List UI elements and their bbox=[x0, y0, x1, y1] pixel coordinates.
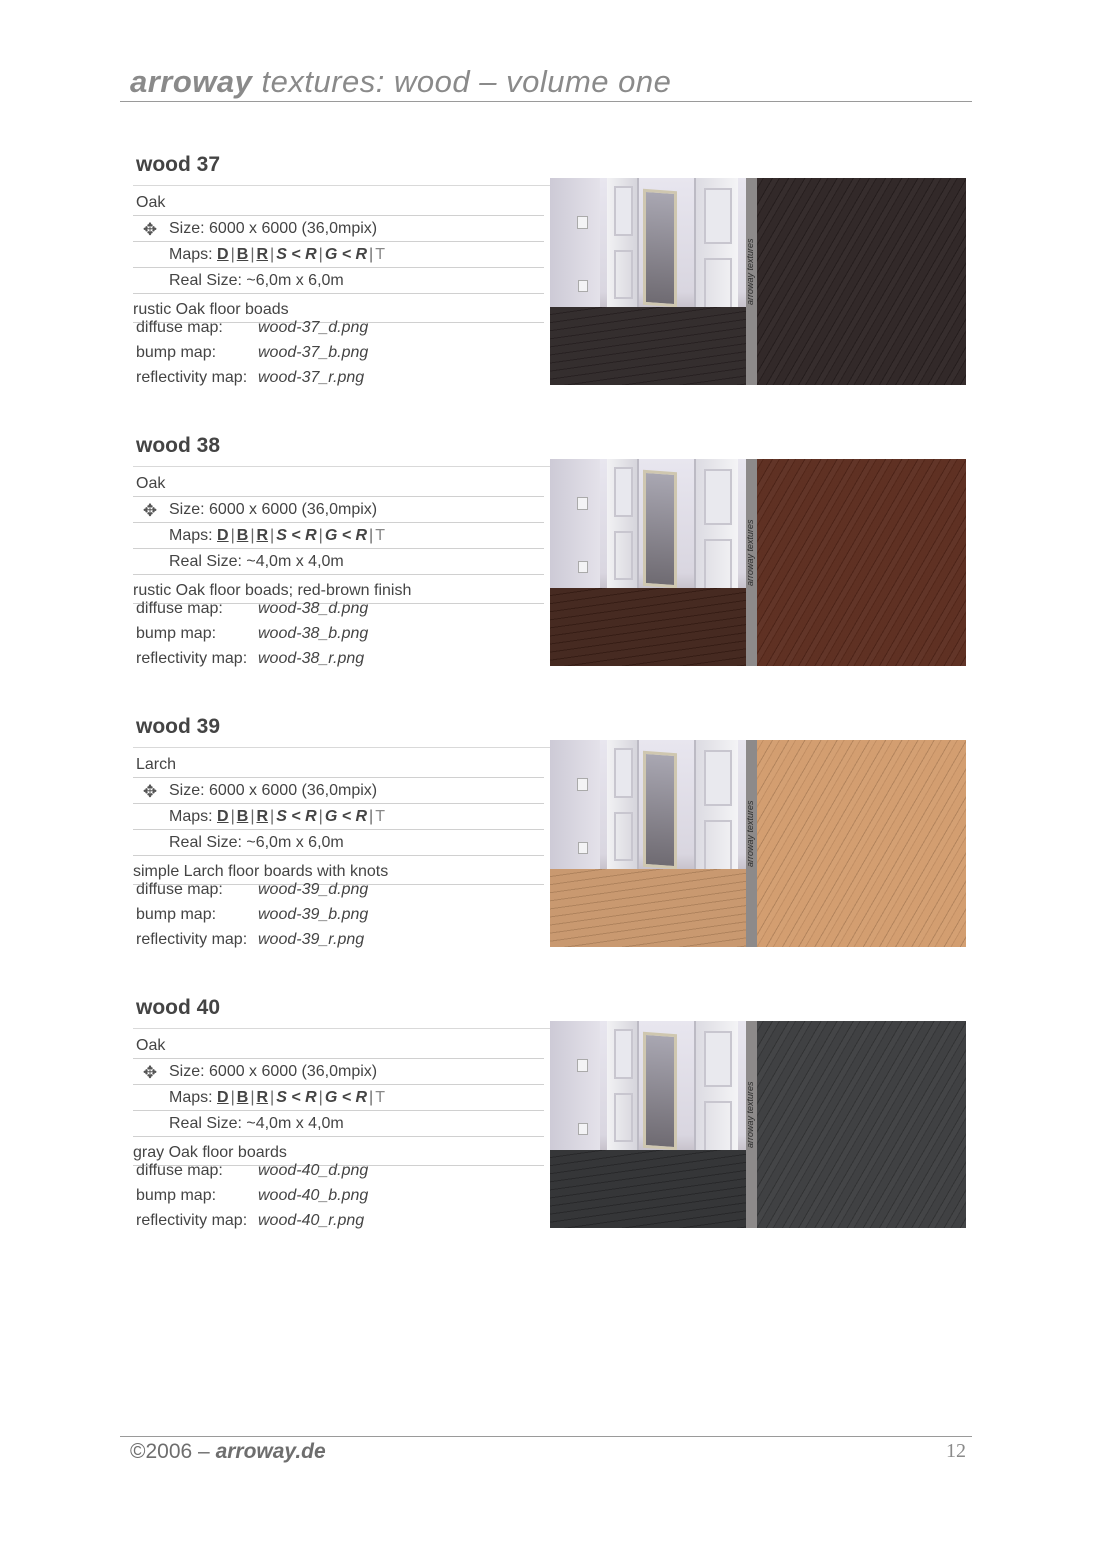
diffuse-file: wood-37_d.png bbox=[258, 319, 369, 336]
room-floor bbox=[550, 307, 757, 385]
description: rustic Oak floor boads bbox=[133, 301, 289, 318]
species-label: Larch bbox=[136, 756, 177, 773]
brand-strip: arroway textures bbox=[746, 178, 757, 385]
size-row bbox=[133, 1059, 544, 1085]
maps-row: Maps: D | B | R | S < R | G < R | T bbox=[133, 523, 544, 549]
diffuse-file: wood-40_d.png bbox=[258, 1162, 369, 1179]
species-row bbox=[133, 190, 547, 216]
species-row bbox=[133, 471, 547, 497]
map-r-link[interactable]: R bbox=[256, 246, 269, 263]
texture-swatch bbox=[757, 740, 966, 947]
header-brand: arroway bbox=[130, 64, 253, 99]
entry-title: wood 38 bbox=[136, 434, 221, 457]
texture-entry: wood 38 Oak ✥ Size: 6000 x 6000 (36,0mpix) Maps: D | B | R | S < R | G < R | T Real Size: ~4,0m x 4,0m rustic Oak floor boads; red-brown finish diffuse map: wood-38_d.png bump map: wood-38_b.png reflectivity map: wood-38_r.png arroway textures bbox=[0, 426, 1100, 696]
texture-preview bbox=[550, 178, 966, 385]
brand-strip: arroway textures bbox=[746, 459, 757, 666]
real-size-row bbox=[133, 549, 544, 575]
map-b-link[interactable]: B bbox=[236, 527, 249, 544]
footer-rule bbox=[120, 1436, 972, 1437]
description: gray Oak floor boards bbox=[133, 1144, 287, 1161]
species-label: Oak bbox=[136, 1037, 166, 1054]
species-row bbox=[133, 1033, 547, 1059]
footer-site-link[interactable]: arroway.de bbox=[215, 1440, 326, 1463]
bump-file: wood-38_b.png bbox=[258, 625, 369, 642]
map-gr-label: G < R bbox=[324, 808, 368, 825]
brand-strip: arroway textures bbox=[746, 740, 757, 947]
maps-row: Maps: D | B | R | S < R | G < R | T bbox=[133, 1085, 544, 1111]
map-b-link[interactable]: B bbox=[236, 246, 249, 263]
real-size-row bbox=[133, 830, 544, 856]
room-floor bbox=[550, 588, 757, 666]
size-row bbox=[133, 497, 544, 523]
description: simple Larch floor boards with knots bbox=[133, 863, 389, 880]
texture-entry: wood 39 Larch ✥ Size: 6000 x 6000 (36,0mpix) Maps: D | B | R | S < R | G < R | T Real Size: ~6,0m x 6,0m simple Larch floor boards with knots diffuse map: wood-39_d.png bump map: wood-39_b.png reflectivity map: wood-39_r.png arroway textures bbox=[0, 707, 1100, 977]
real-size-row bbox=[133, 1111, 544, 1137]
room-floor bbox=[550, 869, 757, 947]
header-rule bbox=[120, 101, 972, 102]
size-row bbox=[133, 778, 544, 804]
description: rustic Oak floor boads; red-brown finish bbox=[133, 582, 412, 599]
texture-swatch bbox=[757, 178, 966, 385]
map-t-label: T bbox=[375, 246, 385, 263]
map-d-link[interactable]: D bbox=[217, 246, 229, 263]
maps-prefix: Maps: bbox=[169, 1089, 213, 1106]
map-gr-label: G < R bbox=[324, 527, 368, 544]
texture-preview bbox=[550, 740, 966, 947]
move-icon: ✥ bbox=[142, 1063, 158, 1082]
move-icon: ✥ bbox=[142, 501, 158, 520]
bump-file: wood-37_b.png bbox=[258, 344, 369, 361]
brand-strip: arroway textures bbox=[746, 1021, 757, 1228]
diffuse-file: wood-38_d.png bbox=[258, 600, 369, 617]
room-render bbox=[550, 1021, 757, 1228]
map-d-link[interactable]: D bbox=[217, 527, 229, 544]
real-size-label: Real Size: ~6,0m x 6,0m bbox=[169, 834, 344, 851]
reflectivity-file: wood-39_r.png bbox=[258, 931, 365, 948]
texture-swatch bbox=[757, 459, 966, 666]
map-sr-label: S < R bbox=[276, 246, 317, 263]
map-r-link[interactable]: R bbox=[256, 1089, 269, 1106]
room-floor bbox=[550, 1150, 757, 1228]
map-b-link[interactable]: B bbox=[236, 808, 249, 825]
size-label: Size: 6000 x 6000 (36,0mpix) bbox=[169, 501, 378, 518]
texture-entry: wood 37 Oak ✥ Size: 6000 x 6000 (36,0mpix) Maps: D | B | R | S < R | G < R | T Real Size: ~6,0m x 6,0m rustic Oak floor boads diffuse map: wood-37_d.png bump map: wood-37_b.png reflectivity map: wood-37_r.png arroway textures bbox=[0, 145, 1100, 415]
diffuse-file: wood-39_d.png bbox=[258, 881, 369, 898]
entry-title: wood 39 bbox=[136, 715, 221, 738]
size-label: Size: 6000 x 6000 (36,0mpix) bbox=[169, 782, 378, 799]
map-r-link[interactable]: R bbox=[256, 527, 269, 544]
texture-preview bbox=[550, 1021, 966, 1228]
texture-swatch bbox=[757, 1021, 966, 1228]
real-size-label: Real Size: ~4,0m x 4,0m bbox=[169, 1115, 344, 1132]
map-gr-label: G < R bbox=[324, 246, 368, 263]
footer-copyright: ©2006 – arroway.de bbox=[130, 1440, 326, 1463]
move-icon: ✥ bbox=[142, 782, 158, 801]
map-sr-label: S < R bbox=[276, 527, 317, 544]
entry-title: wood 37 bbox=[136, 153, 221, 176]
map-gr-label: G < R bbox=[324, 1089, 368, 1106]
bump-file: wood-39_b.png bbox=[258, 906, 369, 923]
real-size-label: Real Size: ~4,0m x 4,0m bbox=[169, 553, 344, 570]
size-label: Size: 6000 x 6000 (36,0mpix) bbox=[169, 1063, 378, 1080]
room-render bbox=[550, 740, 757, 947]
map-sr-label: S < R bbox=[276, 1089, 317, 1106]
entry-title: wood 40 bbox=[136, 996, 221, 1019]
species-label: Oak bbox=[136, 194, 166, 211]
maps-row: Maps: D | B | R | S < R | G < R | T bbox=[133, 804, 544, 830]
map-t-label: T bbox=[375, 808, 385, 825]
size-label: Size: 6000 x 6000 (36,0mpix) bbox=[169, 220, 378, 237]
bump-file: wood-40_b.png bbox=[258, 1187, 369, 1204]
reflectivity-file: wood-40_r.png bbox=[258, 1212, 365, 1229]
maps-prefix: Maps: bbox=[169, 246, 213, 263]
size-row bbox=[133, 216, 544, 242]
reflectivity-file: wood-38_r.png bbox=[258, 650, 365, 667]
species-label: Oak bbox=[136, 475, 166, 492]
map-d-link[interactable]: D bbox=[217, 1089, 229, 1106]
texture-entry: wood 40 Oak ✥ Size: 6000 x 6000 (36,0mpix) Maps: D | B | R | S < R | G < R | T Real Size: ~4,0m x 4,0m gray Oak floor boards diffuse map: wood-40_d.png bump map: wood-40_b.png reflectivity map: wood-40_r.png arroway textures bbox=[0, 988, 1100, 1258]
maps-prefix: Maps: bbox=[169, 808, 213, 825]
map-t-label: T bbox=[375, 1089, 385, 1106]
page-header bbox=[130, 64, 671, 100]
real-size-row bbox=[133, 268, 544, 294]
move-icon: ✥ bbox=[142, 220, 158, 239]
map-r-link[interactable]: R bbox=[256, 808, 269, 825]
map-t-label: T bbox=[375, 527, 385, 544]
species-row bbox=[133, 752, 547, 778]
header-title: textures: wood – volume one bbox=[261, 64, 672, 99]
map-b-link[interactable]: B bbox=[236, 1089, 249, 1106]
texture-preview bbox=[550, 459, 966, 666]
room-render bbox=[550, 459, 757, 666]
maps-row: Maps: D | B | R | S < R | G < R | T bbox=[133, 242, 544, 268]
page-number: 12 bbox=[946, 1440, 966, 1462]
room-render bbox=[550, 178, 757, 385]
map-sr-label: S < R bbox=[276, 808, 317, 825]
map-d-link[interactable]: D bbox=[217, 808, 229, 825]
maps-prefix: Maps: bbox=[169, 527, 213, 544]
reflectivity-file: wood-37_r.png bbox=[258, 369, 365, 386]
real-size-label: Real Size: ~6,0m x 6,0m bbox=[169, 272, 344, 289]
